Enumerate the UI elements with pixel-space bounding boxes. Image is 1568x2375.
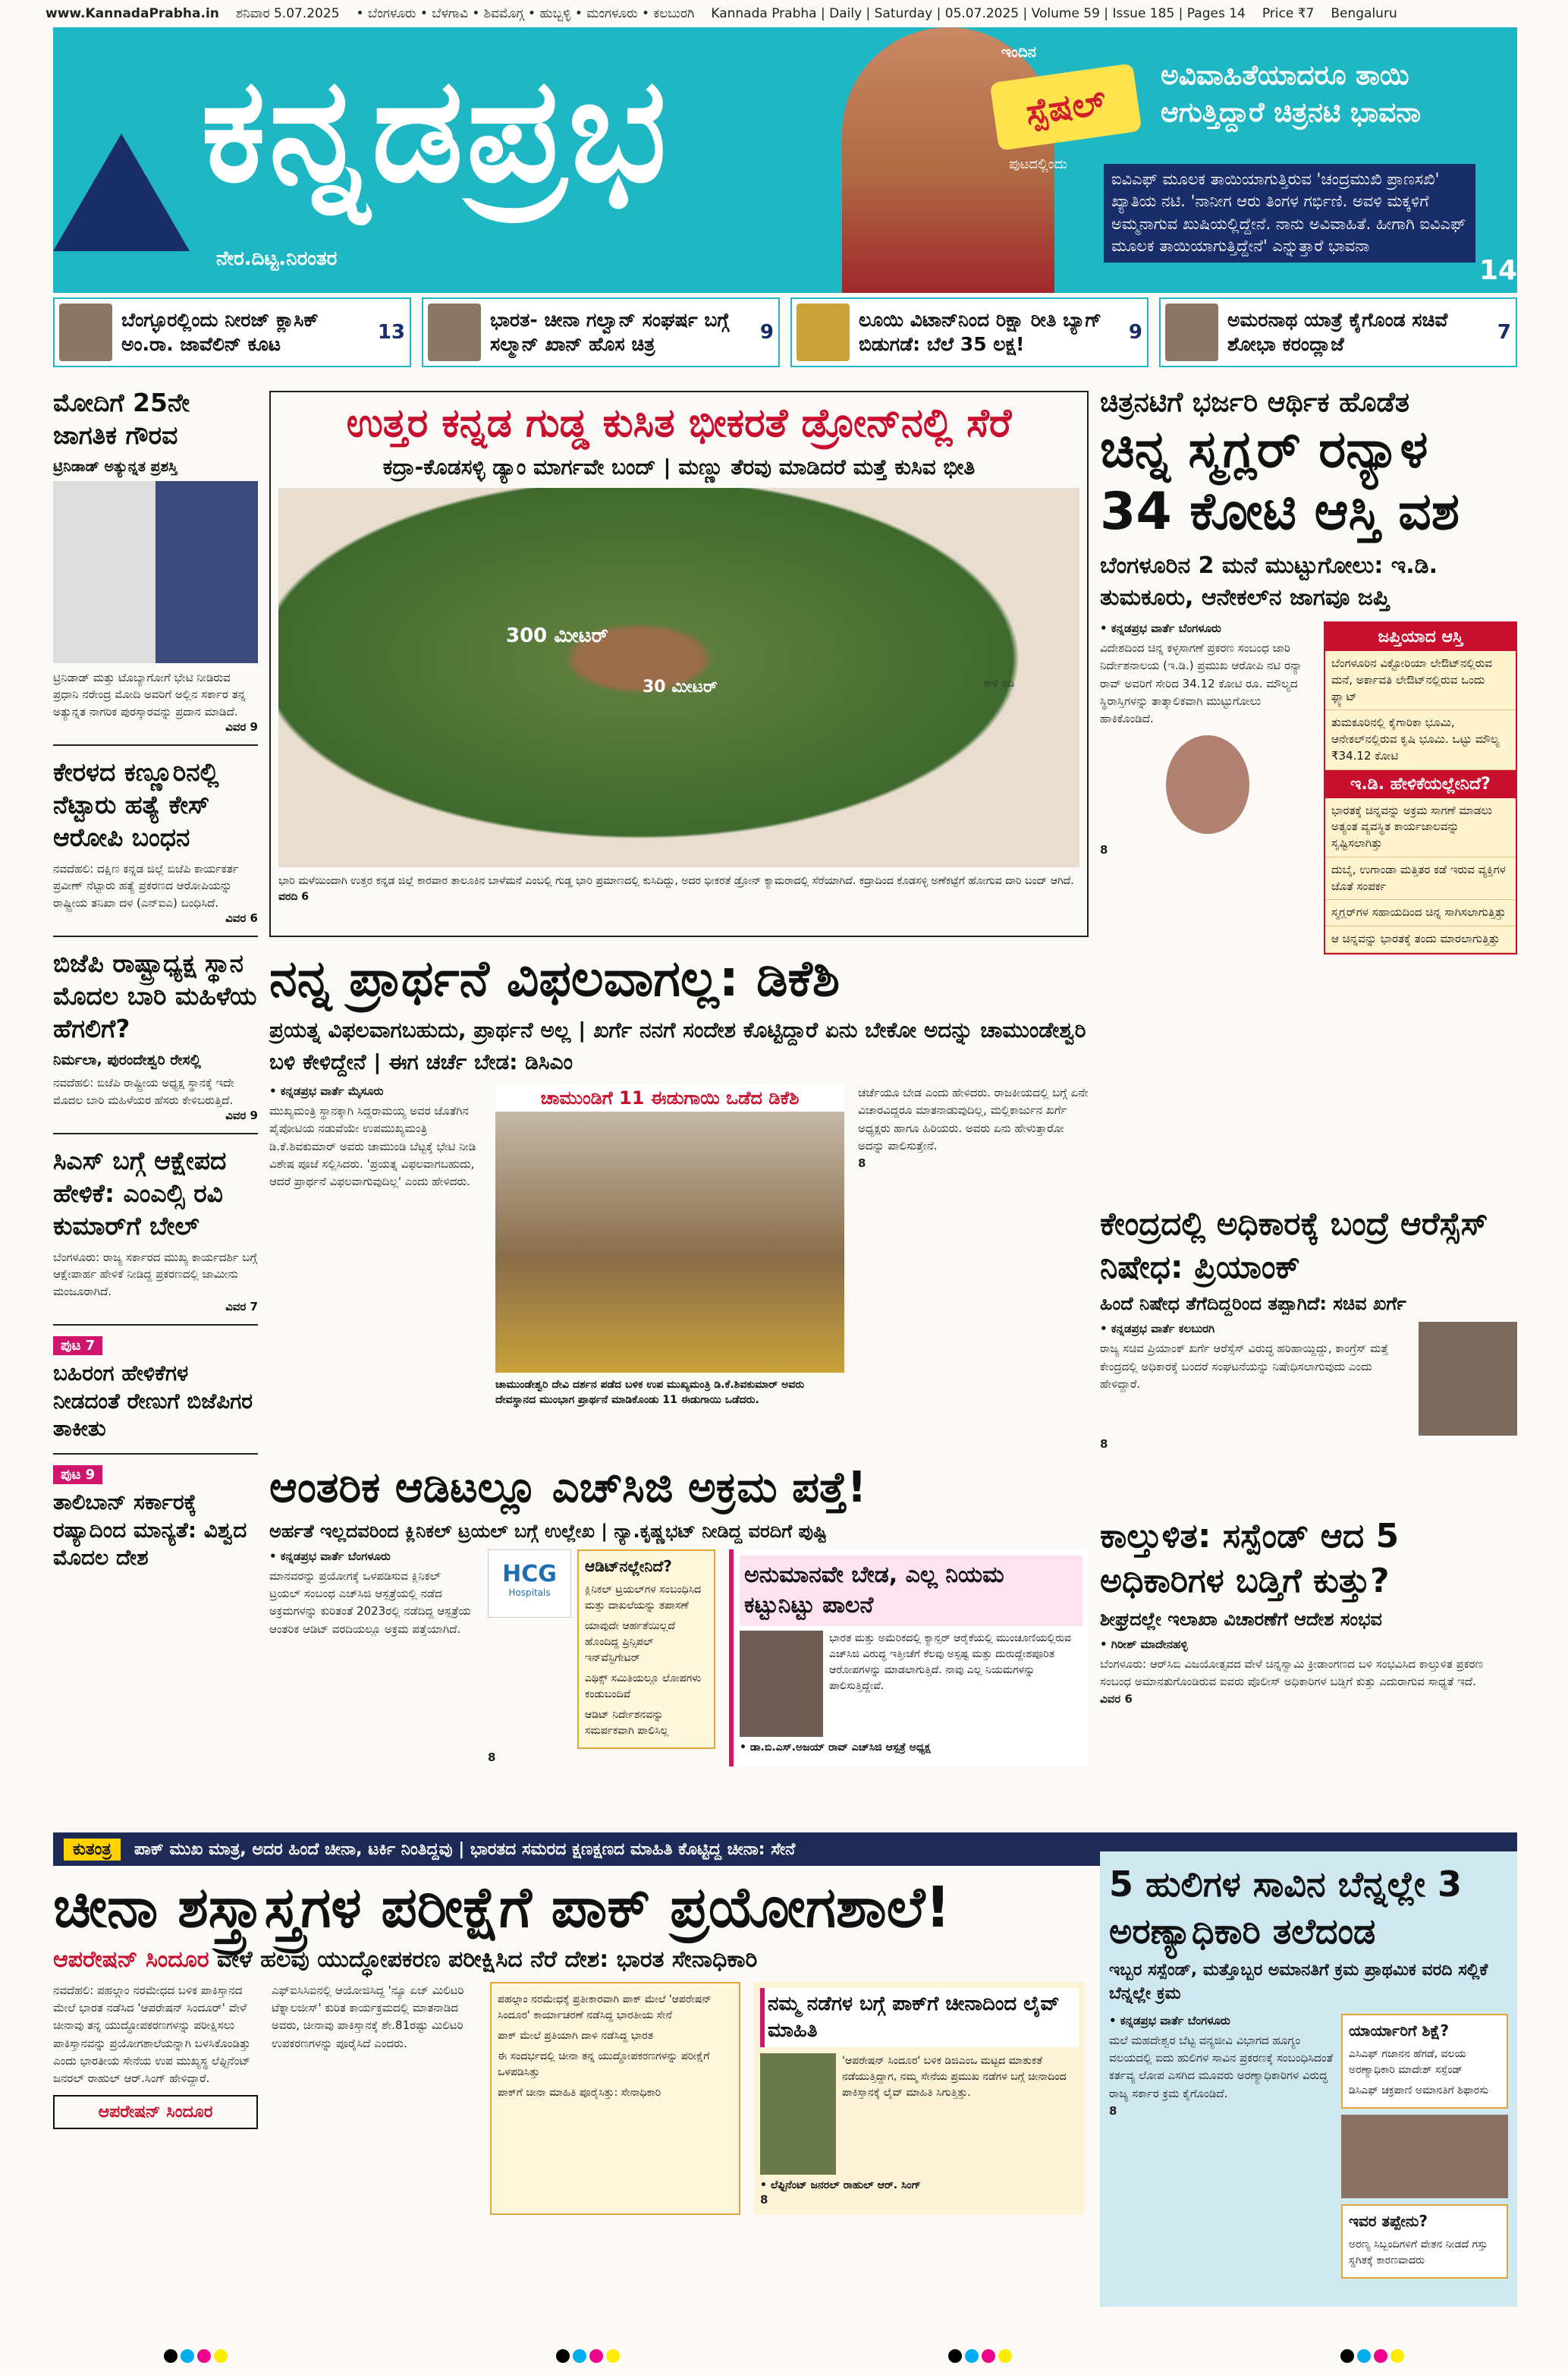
story-renu[interactable] xyxy=(53,1336,258,1442)
byline: • ಕನ್ನಡಪ್ರಭ ವಾರ್ತೆ ಬೆಂಗಳೂರು xyxy=(269,1549,391,1563)
story-headline: ಕೇಂದ್ರದಲ್ಲಿ ಅಧಿಕಾರಕ್ಕೆ ಬಂದ್ರೆ ಆರೆಸ್ಸೆಸ್ ನಿಷೇಧ: ಪ್ರಿಯಾಂಕ್ xyxy=(1100,1205,1488,1285)
top-info-bar xyxy=(46,0,1522,27)
teaser-page: 9 xyxy=(759,321,774,344)
byline: • ಕನ್ನಡಪ್ರಭ ವಾರ್ತೆ ಮೈಸೂರು xyxy=(269,1084,384,1099)
box-item: ಎಸಿಎಫ್ ಗಜಾನನ ಹೆಗಡೆ, ವಲಯ ಅರಣ್ಯಾಧಿಕಾರಿ ಮಾದೇಶ್ ಸಸ್ಪೆಂಡ್ xyxy=(1349,2047,1466,2076)
ranya-photo xyxy=(1166,735,1249,834)
lead-story-landslide[interactable] xyxy=(269,391,1089,937)
photo-caption: ಚಾಮುಂಡೇಶ್ವರಿ ದೇವಿ ದರ್ಶನ ಪಡೆದ ಬಳಿಕ ಉಪ ಮುಖ್ಯಮಂತ್ರಿ ಡಿ.ಕೆ.ಶಿವಕುಮಾರ್ ಅವರು ದೇವಸ್ಥಾನದ ಮುಂಭಾಗ ಪ್ರಾರ್ಥನೆ ಮಾಡಿಕೊಂಡು 11 ಈಡುಗಾಯಿ ಒಡೆದರು. xyxy=(495,1379,805,1407)
box-item: ತುಮಕೂರಿನಲ್ಲಿ ಕೈಗಾರಿಕಾ ಭೂಮಿ, ಆನೇಕಲ್‌ನಲ್ಲಿರುವ ಕೃಷಿ ಭೂಮಿ. ಒಟ್ಟು ಮೌಲ್ಯ ₹34.12 ಕೋಟಿ xyxy=(1325,710,1516,769)
registration-dots-icon xyxy=(164,2349,228,2363)
promo-body: ಐವಿಎಫ್ ಮೂಲಕ ತಾಯಿಯಾಗುತ್ತಿರುವ 'ಚಂದ್ರಮುಖಿ ಪ್ರಾಣಸಖಿ' ಖ್ಯಾತಿಯ ನಟಿ. 'ನಾನೀಗ ಆರು ತಿಂಗಳ ಗರ್ಭಿಣಿ. ಅವಳಿ ಮಕ್ಕಳಿಗೆ ಅಮ್ಮನಾಗುವ ಖುಷಿಯಲ್ಲಿದ್ದೇನೆ. ನಾನು ಅವಿವಾಹಿತೆ. ಹೀಗಾಗಿ ಐವಿಎಫ್ ಮೂಲಕ ತಾಯಿಯಾಗುತ್ತಿದ್ದೇನೆ' ಎನ್ನುತ್ತಾರೆ ಭಾವನಾ xyxy=(1104,164,1475,263)
box-item: ಬೆಂಗಳೂರಿನ ವಿಕ್ಟೋರಿಯಾ ಲೇಔಟ್‌ನಲ್ಲಿರುವ ಮನೆ, ಅರ್ಕಾವತಿ ಲೇಔಟ್‌ನಲ್ಲಿರುವ ಒಂದು ಫ್ಲ್ಯಾಟ್ xyxy=(1325,651,1516,710)
general-photo xyxy=(760,2053,836,2175)
teaser-page: 13 xyxy=(377,321,405,344)
story-body: ಮಲೆ ಮಹದೇಶ್ವರ ಬೆಟ್ಟ ವನ್ಯಜೀವಿ ವಿಭಾಗದ ಹೂಗ್ಯಂ ವಲಯದಲ್ಲಿ ಐದು ಹುಲಿಗಳ ಸಾವಿನ ಪ್ರಕರಣಕ್ಕೆ ಸಂಬಂಧಿಸಿದಂತೆ ಕರ್ತವ್ಯ ಲೋಪ ಎಸಗಿದ ಮೂವರು ಅರಣ್ಯಾಧಿಕಾರಿಗಳ ವಿರುದ್ಧ ರಾಜ್ಯ ಸರ್ಕಾರ ಕ್ರಮ ಕೈಗೊಂಡಿದೆ. xyxy=(1109,2033,1334,2100)
story-kannur[interactable] xyxy=(53,757,258,925)
punishment-box xyxy=(1341,2014,1508,2109)
teaser-item[interactable] xyxy=(422,297,780,367)
registration-dots-icon xyxy=(1340,2349,1404,2363)
seized-assets-box xyxy=(1324,621,1517,955)
fault-box xyxy=(1341,2204,1508,2279)
story-headline: ತಾಲಿಬಾನ್ ಸರ್ಕಾರಕ್ಕೆ ರಷ್ಯಾದಿಂದ ಮಾನ್ಯತೆ: ವಿಶ್ವದ ಮೊದಲ ದೇಶ xyxy=(53,1489,247,1571)
city: Bengaluru xyxy=(1331,6,1397,21)
story-headline: ಕೇರಳದ ಕಣ್ಣೂರಿನಲ್ಲಿ ನೆಟ್ಟಾರು ಹತ್ಯೆ ಕೇಸ್ ಆರೋಪಿ ಬಂಧನ xyxy=(53,757,219,853)
page-tag: ಪುಟ 7 xyxy=(53,1336,102,1355)
teaser-thumbnail xyxy=(59,304,112,361)
banner-tag: ಕುತಂತ್ರ xyxy=(64,1839,121,1861)
story-headline: ಚಿನ್ನ ಸ್ಮಗ್ಲರ್ ರನ್ಯಾಳ 34 ಕೋಟಿ ಆಸ್ತಿ ವಶ xyxy=(1100,420,1460,542)
official-photo xyxy=(1341,2115,1508,2198)
story-body: ಬೆಂಗಳೂರು: ರಾಜ್ಯ ಸರ್ಕಾರದ ಮುಖ್ಯ ಕಾರ್ಯದರ್ಶಿ ಬಗ್ಗೆ ಆಕ್ಷೇಪಾರ್ಹ ಹೇಳಿಕೆ ನೀಡಿದ್ದ ಪ್ರಕರಣದಲ್ಲಿ ಜಾಮೀನು ಮಂಜೂರಾಗಿದೆ. xyxy=(53,1250,258,1298)
read-more-link[interactable]: 8 xyxy=(760,2192,768,2207)
promo-headline[interactable]: ಅವಿವಾಹಿತೆಯಾದರೂ ತಾಯಿ ಆಗುತ್ತಿದ್ದಾರೆ ಚಿತ್ರನಟಿ ಭಾವನಾ xyxy=(1161,60,1422,128)
story-body: ನವದೆಹಲಿ: ಪಹಲ್ಗಾಂ ನರಮೇಧದ ಬಳಿಕ ಪಾಕಿಸ್ತಾನದ ಮೇಲೆ ಭಾರತ ನಡೆಸಿದ 'ಆಪರೇಷನ್ ಸಿಂದೂರ್' ವೇಳೆ ಚೀನಾವು ತನ್ನ ಯುದ್ಧೋಪಕರಣಗಳನ್ನು ಪರೀಕ್ಷಿಸಲು ಪಾಕಿಸ್ತಾನವನ್ನು ಪ್ರಯೋಗಶಾಲೆಯನ್ನಾಗಿ ಬಳಸಿಕೊಂಡಿತ್ತು ಎಂದು ಭಾರತೀಯ ಸೇನೆಯ ಉಪ ಮುಖ್ಯಸ್ಥ ಲೆಫ್ಟಿನೆಂಟ್ ಜನರಲ್ ರಾಹುಲ್ ಆರ್.ಸಿಂಗ್ ಹೇಳಿದ್ದಾರೆ. xyxy=(53,1983,251,2086)
story-ranya[interactable] xyxy=(1100,387,1517,955)
banner-text: ಪಾಕ್ ಮುಖ ಮಾತ್ರ, ಅದರ ಹಿಂದೆ ಚೀನಾ, ಟರ್ಕಿ ನಿಂತಿದ್ದವು | ಭಾರತದ ಸಮರದ ಕ್ಷಣಕ್ಷಣದ ಮಾಹಿತಿ ಕೊಟ್ಟಿದ್ದ ಚೀನಾ: ಸೇನೆ xyxy=(134,1839,796,1859)
lead-deck: ಕದ್ರಾ-ಕೊಡಸಳ್ಳಿ ಡ್ಯಾಂ ಮಾರ್ಗವೇ ಬಂದ್ | ಮಣ್ಣು ತೆರವು ಮಾಡಿದರೆ ಮತ್ತೆ ಕುಸಿವ ಭೀತಿ xyxy=(382,455,976,480)
river-label: ಕಾಳಿ ನದಿ xyxy=(984,678,1015,690)
story-taliban[interactable] xyxy=(53,1465,258,1571)
teaser-text: ಲೂಯಿ ವಿಟಾನ್‌ನಿಂದ ರಿಕ್ಷಾ ರೀತಿ ಬ್ಯಾಗ್ ಬಿಡುಗಡೆ: ಬೆಲೆ 35 ಲಕ್ಷ! xyxy=(859,308,1102,355)
box-item: ಭಾರತಕ್ಕೆ ಚಿನ್ನವನ್ನು ಅಕ್ರಮ ಸಾಗಣೆ ಮಾಡಲು ಅತ್ಯಂತ ವ್ಯವಸ್ಥಿತ ಕಾರ್ಯಜಾಲವನ್ನು ಸೃಷ್ಟಿಸಲಾಗಿತ್ತು xyxy=(1325,798,1516,857)
masthead xyxy=(53,27,1517,293)
special-sub-label: ಪುಟದಲ್ಲಿಂದು xyxy=(1009,156,1067,172)
story-headline: ನನ್ನ ಪ್ರಾರ್ಥನೆ ವಿಫಲವಾಗಲ್ಲ: ಡಿಕೆಶಿ xyxy=(269,949,841,1008)
box-item: ಎಥಿಕ್ಸ್ ಸಮಿತಿಯಲ್ಲೂ ಲೋಪಗಳು ಕಂಡುಬಂದಿವೆ xyxy=(585,1672,702,1700)
box-item: ಸ್ಮಗ್ಲರ್‌ಗಳ ಸಹಾಯದಿಂದ ಚಿನ್ನ ಸಾಗಿಸಲಾಗುತ್ತಿತ್ತು xyxy=(1325,900,1516,926)
operation-sindoor-logo: ಆಪರೇಷನ್ ಸಿಂದೂರ xyxy=(53,2095,258,2129)
side-headline: ನಮ್ಮ ನಡೆಗಳ ಬಗ್ಗೆ ಪಾಕ್‌ಗೆ ಚೀನಾದಿಂದ ಲೈವ್ ಮಾಹಿತಿ xyxy=(760,1988,1079,2047)
story-mlc-bail[interactable] xyxy=(53,1145,258,1313)
special-label-small: ಇಂದಿನ xyxy=(1001,42,1036,61)
story-headline: ಚೀನಾ ಶಸ್ತ್ರಾಸ್ತ್ರಗಳ ಪರೀಕ್ಷೆಗೆ ಪಾಕ್ ಪ್ರಯೋಗಶಾಲೆ! xyxy=(53,1875,951,1940)
china-side-story xyxy=(754,1982,1085,2215)
story-body: ಮುಖ್ಯಮಂತ್ರಿ ಸ್ಥಾನಕ್ಕಾಗಿ ಸಿದ್ದರಾಮಯ್ಯ ಅವರ ಜೊತೆಗಿನ ಪೈಪೋಟಿಯ ನಡುವೆಯೇ ಉಪಮುಖ್ಯಮಂತ್ರಿ ಡಿ.ಕೆ.ಶಿವಕುಮಾರ್ ಅವರು ಚಾಮುಂಡಿ ಬೆಟ್ಟಕ್ಕೆ ಭೇಟಿ ನೀಡಿ ವಿಶೇಷ ಪೂಜೆ ಸಲ್ಲಿಸಿದರು. 'ಪ್ರಯತ್ನ ವಿಫಲವಾಗಬಹುದು, ಆದರೆ ಪ್ರಾರ್ಥನೆ ವಿಫಲವಾಗುವುದಿಲ್ಲ' ಎಂದು ಹೇಳಿದರು. xyxy=(269,1104,476,1189)
box-heading: ಜಪ್ತಿಯಾದ ಆಸ್ತಿ xyxy=(1325,623,1516,651)
story-stampede-suspend[interactable] xyxy=(1100,1514,1517,1709)
read-more-link[interactable]: ವಿವರ 6 xyxy=(225,911,258,926)
story-body: ಎಫ್‌ಐಸಿಸಿಐನಲ್ಲಿ ಆಯೋಜಿಸಿದ್ದ 'ನ್ಯೂ ಏಜ್ ಮಿಲಿಟರಿ ಟೆಕ್ನಾಲಜೀಸ್' ಕುರಿತ ಕಾರ್ಯಕ್ರಮದಲ್ಲಿ ಮಾತನಾಡಿದ ಅವರು, ಚೀನಾವು ಪಾಕಿಸ್ತಾನಕ್ಕೆ ಶೇ.81ರಷ್ಟು ಮಿಲಿಟರಿ ಉಪಕರಣಗಳನ್ನು ಪೂರೈಸಿದೆ ಎಂದರು. xyxy=(272,1983,464,2050)
newspaper-logo: ಕನ್ನಡಪ್ರಭ xyxy=(201,45,670,214)
print-registration-marks xyxy=(0,2341,1568,2371)
issue-info: Kannada Prabha | Daily | Saturday | 05.07.2025 | Volume 59 | Issue 185 | Pages 14 xyxy=(711,6,1246,21)
teaser-row xyxy=(53,297,1517,367)
teaser-text: ಭಾರತ- ಚೀನಾ ಗಲ್ವಾನ್ ಸಂಘರ್ಷ ಬಗ್ಗೆ ಸಲ್ಮಾನ್ ಖಾನ್ ಹೊಸ ಚಿತ್ರ xyxy=(490,308,730,355)
teaser-page: 9 xyxy=(1128,321,1142,344)
byline: • ಗಿರೀಶ್ ಮಾದೇನಹಳ್ಳಿ xyxy=(1100,1637,1188,1651)
story-china-pak[interactable] xyxy=(53,1874,1085,2215)
teaser-thumbnail xyxy=(797,304,850,361)
side-body: 'ಆಪರೇಷನ್ ಸಿಂದೂರ' ಬಳಿಕ ಡಿಜಿಎಂಒ ಮಟ್ಟದ ಮಾತುಕತೆ ನಡೆಯುತ್ತಿದ್ದಾಗ, ನಮ್ಮ ಸೇನೆಯ ಪ್ರಮುಖ ನಡೆಗಳ ಬಗ್ಗೆ ಚೀನಾದಿಂದ ಪಾಕಿಸ್ತಾನಕ್ಕೆ ಲೈವ್ ಮಾಹಿತಿ ಸಿಗುತ್ತಿತ್ತು. xyxy=(842,2054,1067,2099)
story-hcg[interactable] xyxy=(269,1461,1089,1766)
story-subhead: ನಿರ್ಮಲಾ, ಪುರಂದೇಶ್ವರಿ ರೇಸಲ್ಲಿ xyxy=(53,1052,201,1069)
box-heading: ಇವರ ತಪ್ಪೇನು? xyxy=(1349,2211,1428,2230)
byline: • ಕನ್ನಡಪ್ರಭ ವಾರ್ತೆ ಬೆಂಗಳೂರು xyxy=(1100,621,1221,636)
story-tigers[interactable] xyxy=(1100,1851,1517,2307)
read-more-link[interactable]: ವಿವರ 9 xyxy=(225,1109,258,1123)
registration-dots-icon xyxy=(948,2349,1012,2363)
read-more-link[interactable]: 8 xyxy=(488,1750,496,1764)
story-deck: ಇಬ್ಬರ ಸಸ್ಪೆಂಡ್, ಮತ್ತೊಬ್ಬರ ಅಮಾನತಿಗೆ ಕ್ರಮ ಪ್ರಾಥಮಿಕ ವರದಿ ಸಲ್ಲಿಕೆ ಬೆನ್ನಲ್ಲೇ ಕ್ರಮ xyxy=(1109,1961,1488,2003)
drone-photo xyxy=(278,488,1079,867)
box-item: ಕ್ಲಿನಿಕಲ್ ಟ್ರಯಲ್‌ಗಳ ಸಂಬಂಧಿಸಿದ ಮತ್ತು ದಾಖಲೆಯನ್ನು ತಪಾಸಣೆ xyxy=(585,1583,702,1612)
teaser-item[interactable] xyxy=(53,297,411,367)
hcg-logo xyxy=(488,1549,571,1618)
quote-attribution: • ಲೆಫ್ಟಿನೆಂಟ್ ಜನರಲ್ ರಾಹುಲ್ ಆರ್. ಸಿಂಗ್ xyxy=(760,2178,921,2191)
story-body: ಮಾನವರನ್ನು ಪ್ರಯೋಗಕ್ಕೆ ಒಳಪಡಿಸುವ ಕ್ಲಿನಿಕಲ್ ಟ್ರಯಲ್ ಸಂಬಂಧ ಎಚ್‌ಸಿಜಿ ಆಸ್ಪತ್ರೆಯಲ್ಲಿ ನಡೆದ ಅಕ್ರಮಗಳನ್ನು ಕುರಿತಂತೆ 2023ರಲ್ಲಿ ನಡೆದಿದ್ದ ಆಸ್ಪತ್ರೆಯ ಆಂತರಿಕ ಆಡಿಟ್ ವರದಿಯಲ್ಲೂ ಅಕ್ರಮ ಪತ್ತೆಯಾಗಿದೆ. xyxy=(269,1568,471,1636)
quote-heading: ಅನುಮಾನವೇ ಬೇಡ, ಎಲ್ಲ ನಿಯಮ ಕಟ್ಟುನಿಟ್ಟು ಪಾಲನೆ xyxy=(740,1556,1083,1626)
measure-label-width: 30 ಮೀಟರ್ xyxy=(643,678,718,697)
story-headline: ಸಿಎಸ್ ಬಗ್ಗೆ ಆಕ್ಷೇಪದ ಹೇಳಿಕೆ: ಎಂಎಲ್ಸಿ ರವಿ ಕುಮಾರ್‌ಗೆ ಬೇಲ್ xyxy=(53,1146,227,1241)
story-headline: ಮೋದಿಗೆ 25ನೇ ಜಾಗತಿಕ ಗೌರವ xyxy=(53,388,190,450)
story-rss[interactable] xyxy=(1100,1203,1517,1454)
read-more-link[interactable]: 8 xyxy=(1100,1437,1108,1452)
read-more-link[interactable]: 8 xyxy=(1109,2103,1117,2118)
promo-page-number: 14 xyxy=(1479,255,1518,286)
teaser-text: ಬೆಂಗ್ಳೂರಲ್ಲಿಂದು ನೀರಜ್ ಕ್ಲಾಸಿಕ್ ಅಂ.ರಾ. ಜಾವೆಲಿನ್ ಕೂಟ xyxy=(121,308,319,355)
box-item: ಪಹಲ್ಗಾಂ ನರಮೇಧಕ್ಕೆ ಪ್ರತೀಕಾರವಾಗಿ ಪಾಕ್ ಮೇಲೆ 'ಆಪರೇಷನ್ ಸಿಂದೂರ' ಕಾರ್ಯಾಚರಣೆ ನಡೆಸಿದ್ದ ಭಾರತೀಯ ಸೇನೆ xyxy=(498,1993,712,2021)
quote-attribution: • ಡಾ.ಬಿ.ಎಸ್.ಅಜಯ್ ರಾವ್ ಎಚ್‌ಸಿಜಿ ಆಸ್ಪತ್ರೆ ಅಧ್ಯಕ್ಷ xyxy=(740,1741,931,1754)
story-bjp-president[interactable] xyxy=(53,948,258,1122)
hcg-logo-sub: Hospitals xyxy=(508,1587,551,1598)
teaser-page: 7 xyxy=(1497,321,1511,344)
box-item: ಪಾಕ್‌ಗೆ ಚೀನಾ ಮಾಹಿತಿ ಪೂರೈಸಿತ್ತು: ಸೇನಾಧಿಕಾರಿ xyxy=(498,2086,661,2099)
photo-headline: ಚಾಮುಂಡಿಗೆ 11 ಈಡುಗಾಯಿ ಒಡೆದ ಡಿಕೆಶಿ xyxy=(495,1084,844,1112)
dks-photo xyxy=(495,1084,844,1373)
deck-text: ವೇಳೆ ಹಲವು ಯುದ್ಧೋಪಕರಣ ಪರೀಕ್ಷಿಸಿದ ನೆರೆ ದೇಶ: ಭಾರತ ಸೇನಾಧಿಕಾರಿ xyxy=(209,1946,758,1973)
hcg-quote-box xyxy=(729,1549,1089,1766)
box-item: ಡಿಸಿಎಫ್ ಚಕ್ರಪಾಣಿ ಅಮಾನತಿಗೆ ಶಿಫಾರಸು xyxy=(1349,2084,1489,2097)
story-body: ನವದೆಹಲಿ: ಬಿಜೆಪಿ ರಾಷ್ಟ್ರೀಯ ಅಧ್ಯಕ್ಷ ಸ್ಥಾನಕ್ಕೆ ಇದೇ ಮೊದಲ ಬಾರಿ ಮಹಿಳೆಯರ ಹೆಸರು ಕೇಳಿಬರುತ್ತಿದೆ. xyxy=(53,1076,234,1107)
read-more-link[interactable]: ವಿವರ 9 xyxy=(225,720,258,735)
left-column xyxy=(53,387,258,1578)
story-headline: ಬಹಿರಂಗ ಹೇಳಿಕೆಗಳ ನೀಡದಂತೆ ರೇಣುಗೆ ಬಿಜೆಪಿಗರ ತಾಕೀತು xyxy=(53,1361,253,1442)
story-kicker: ಚಿತ್ರನಟಿಗೆ ಭರ್ಜರಿ ಆರ್ಥಿಕ ಹೊಡೆತ xyxy=(1100,387,1409,418)
ajay-rao-photo xyxy=(740,1631,823,1737)
story-headline: ಕಾಲ್ತುಳಿತ: ಸಸ್ಪೆಂಡ್ ಆದ 5 ಅಧಿಕಾರಿಗಳ ಬಡ್ತಿಗೆ ಕುತ್ತು? xyxy=(1100,1517,1400,1601)
teaser-item[interactable] xyxy=(1159,297,1517,367)
story-body: ನವದೆಹಲಿ: ದಕ್ಷಿಣ ಕನ್ನಡ ಜಿಲ್ಲೆ ಬಿಜೆಪಿ ಕಾರ್ಯಕರ್ತ ಪ್ರವೀಣ್ ನೆಟ್ಟಾರು ಹತ್ಯೆ ಪ್ರಕರಣದ ಆರೋಪಿಯನ್ನು ರಾಷ್ಟ್ರೀಯ ತನಿಖಾ ದಳ (ಎನ್‌ಐಎ) ಬಂಧಿಸಿದೆ. xyxy=(53,861,239,910)
story-subhead: ಟ್ರಿನಿಡಾಡ್ ಅತ್ಯುನ್ನತ ಪ್ರಶಸ್ತಿ xyxy=(53,458,178,475)
hcg-logo-text: HCG xyxy=(502,1560,557,1587)
priyank-photo xyxy=(1419,1322,1517,1436)
teaser-text: ಅಮರನಾಥ ಯಾತ್ರೆ ಕೈಗೊಂಡ ಸಚಿವೆ ಶೋಭಾ ಕರಂದ್ಲಾಜೆ xyxy=(1227,308,1448,355)
deck-highlight: ಆಪರೇಷನ್ ಸಿಂದೂರ xyxy=(53,1946,209,1973)
tagline: ನೇರ.ದಿಟ್ಟ.ನಿರಂತರ xyxy=(216,247,338,270)
teaser-thumbnail xyxy=(1165,304,1218,361)
story-deck xyxy=(53,1946,1085,1973)
box-item: ಯಾವುದೇ ಆರ್ಹತೆಯಿಲ್ಲದೆ ಹೊಂದಿದ್ದ ಪ್ರಿನ್ಸಿಪಲ್ ಇನ್‌ವೆಸ್ಟಿಗೇಟರ್ xyxy=(585,1619,675,1664)
website-url[interactable]: www.KannadaPrabha.in xyxy=(46,6,219,21)
editions-list: • ಬೆಂಗಳೂರು • ಬೆಳಗಾವಿ • ಶಿವಮೊಗ್ಗ • ಹುಬ್ಬಳ್ಳಿ • ಮಂಗಳೂರು • ಕಲಬುರಗಿ xyxy=(356,6,695,21)
caption-text: ಭಾರಿ ಮಳೆಯಿಂದಾಗಿ ಉತ್ತರ ಕನ್ನಡ ಜಿಲ್ಲೆ ಕಾರವಾರ ತಾಲೂಕಿನ ಬಾಳೆಮನೆ ಎಂಬಲ್ಲಿ ಗುಡ್ಡ ಭಾರಿ ಪ್ರಮಾಣದಲ್ಲಿ ಕುಸಿದಿದ್ದು, ಅದರ ಭೀಕರತೆ ಡ್ರೋನ್ ಕ್ಯಾಮರಾದಲ್ಲಿ ಸೆರೆಯಾಗಿದೆ. ಕದ್ರಾದಿಂದ ಕೊಡಸಳ್ಳಿ ಅಣೆಕಟ್ಟೆಗೆ ಹೋಗುವ ದಾರಿ ಬಂದ್ ಆಗಿದೆ. xyxy=(278,875,1074,888)
story-deck: ಬೆಂಗಳೂರಿನ 2 ಮನೆ ಮುಟ್ಟುಗೋಲು: ಇ.ಡಿ. ತುಮಕೂರು, ಆನೇಕಲ್‌ನ ಜಾಗವೂ ಜಪ್ತಿ xyxy=(1100,552,1438,612)
byline: • ಕನ್ನಡಪ್ರಭ ವಾರ್ತೆ ಬೆಂಗಳೂರು xyxy=(1109,2013,1230,2027)
story-deck: ಅರ್ಹತೆ ಇಲ್ಲದವರಿಂದ ಕ್ಲಿನಿಕಲ್ ಟ್ರಯಲ್ ಬಗ್ಗೆ ಉಲ್ಲೇಖ | ನ್ಯಾ.ಕೃಷ್ಣಭಟ್ ನೀಡಿದ್ದ ವರದಿಗೆ ಪುಷ್ಟಿ xyxy=(269,1520,828,1542)
box-item: ಆಡಿಟ್ ನಿರ್ದೇಶನವನ್ನು ಸಮರ್ಪಕವಾಗಿ ಪಾಲಿಸಿಲ್ಲ xyxy=(585,1708,669,1737)
box-heading: ಇ.ಡಿ. ಹೇಳಿಕೆಯಲ್ಲೇನಿದೆ? xyxy=(1325,770,1516,798)
box-heading: ಯಾರ್ಯಾರಿಗೆ ಶಿಕ್ಷೆ? xyxy=(1349,2021,1449,2040)
logo-triangle-icon xyxy=(53,134,190,251)
story-modi[interactable] xyxy=(53,387,258,734)
box-item: ಆ ಚಿನ್ನವನ್ನು ಭಾರತಕ್ಕೆ ತಂದು ಮಾರಲಾಗುತ್ತಿತ್ತು xyxy=(1325,926,1516,953)
story-headline: ಬಿಜೆಪಿ ರಾಷ್ಟ್ರಾಧ್ಯಕ್ಷ ಸ್ಥಾನ ಮೊದಲ ಬಾರಿ ಮಹಿಳೆಯ ಹೆಗಲಿಗೆ? xyxy=(53,948,257,1044)
box-item: ಪಾಕ್ ಮೇಲೆ ಪ್ರತಿಯಾಗಿ ದಾಳಿ ನಡೆಸಿದ್ದ ಭಾರತ xyxy=(498,2029,654,2042)
read-more-link[interactable]: ವರದಿ 6 xyxy=(278,891,310,904)
story-body: ರಾಜ್ಯ ಸಚಿವ ಪ್ರಿಯಾಂಕ್ ಖರ್ಗೆ ಆರೆಸ್ಸೆಸ್ ವಿರುದ್ಧ ಹರಿಹಾಯ್ದಿದ್ದು, ಕಾಂಗ್ರೆಸ್ ಮತ್ತೆ ಕೇಂದ್ರದಲ್ಲಿ ಅಧಿಕಾರಕ್ಕೆ ಬಂದರೆ ಸಂಘಟನೆಯನ್ನು ನಿಷೇಧಿಸಲಾಗುವುದು ಎಂದು ಹೇಳಿದ್ದಾರೆ. xyxy=(1100,1342,1389,1391)
modi-award-photo xyxy=(53,481,258,663)
read-more-link[interactable]: ವಿವರ 7 xyxy=(225,1300,258,1314)
story-deck: ಪ್ರಯತ್ನ ವಿಫಲವಾಗಬಹುದು, ಪ್ರಾರ್ಥನೆ ಅಲ್ಲ | ಖರ್ಗೆ ನನಗೆ ಸಂದೇಶ ಕೊಟ್ಟಿದ್ದಾರೆ ಏನು ಬೇಕೋ ಅದನ್ನು ಚಾಮುಂಡೇಶ್ವರಿ ಬಳಿ ಕೇಳಿದ್ದೇನೆ | ಈಗ ಚರ್ಚೆ ಬೇಡ: ಡಿಸಿಎಂ xyxy=(269,1018,1086,1075)
box-item: ಅರಣ್ಯ ಸಿಬ್ಬಂದಿಗಳಿಗೆ ವೇತನ ನೀಡದೆ ಗಸ್ತು ಸ್ಥಗಿತಕ್ಕೆ ಕಾರಣವಾದರು xyxy=(1349,2238,1488,2266)
measure-label-length: 300 ಮೀಟರ್ xyxy=(506,624,608,648)
story-deck: ಹಿಂದೆ ನಿಷೇಧ ತೆಗೆದಿದ್ದರಿಂದ ತಪ್ಪಾಗಿದೆ: ಸಚಿವ ಖರ್ಗೆ xyxy=(1100,1293,1406,1315)
registration-dots-icon xyxy=(556,2349,620,2363)
box-item: ಈ ಸಂದರ್ಭದಲ್ಲಿ ಚೀನಾ ತನ್ನ ಯುದ್ಧೋಪಕರಣಗಳನ್ನು ಪರೀಕ್ಷೆಗೆ ಒಳಪಡಿಸಿತ್ತು xyxy=(498,2049,710,2078)
teaser-item[interactable] xyxy=(790,297,1149,367)
story-deck: ಶೀಘ್ರದಲ್ಲೇ ಇಲಾಖಾ ವಿಚಾರಣೆಗೆ ಆದೇಶ ಸಂಭವ xyxy=(1100,1608,1382,1630)
box-item: ದುಬೈ, ಉಗಾಂಡಾ ಮತ್ತಿತರ ಕಡೆ ಇರುವ ವ್ಯಕ್ತಿಗಳ ಜೊತೆ ಸಂಪರ್ಕ xyxy=(1325,857,1516,901)
story-dks[interactable] xyxy=(269,948,1089,1408)
story-body: ವಿದೇಶದಿಂದ ಚಿನ್ನ ಕಳ್ಳಸಾಗಣೆ ಪ್ರಕರಣ ಸಂಬಂಧ ಜಾರಿ ನಿರ್ದೇಶನಾಲಯ (ಇ.ಡಿ.) ಪ್ರಮುಖ ಆರೋಪಿ ನಟಿ ರನ್ಯಾ ರಾವ್ ಅವರಿಗೆ ಸೇರಿದ 34.12 ಕೋಟಿ ರೂ. ಮೌಲ್ಯದ ಸ್ಥಿರಾಸ್ತಿಗಳನ್ನು ತಾತ್ಕಾಲಿಕವಾಗಿ ಮುಟ್ಟುಗೋಲು ಹಾಕಿಕೊಂಡಿದೆ. xyxy=(1100,641,1302,726)
quote-body: ಭಾರತ ಮತ್ತು ಅಮೆರಿಕದಲ್ಲಿ ಕ್ಯಾನ್ಸರ್ ಆರೈಕೆಯಲ್ಲಿ ಮುಂಚೂಣಿಯಲ್ಲಿರುವ ಎಚ್‌ಸಿಜಿ ವಿರುದ್ಧ ಇತ್ತೀಚೆಗೆ ಕೆಲವು ಅಸ್ಪಷ್ಟ ಮತ್ತು ದುರುದ್ದೇಶಪೂರಿತ ಆರೋಪಗಳನ್ನು ಮಾಡಲಾಗುತ್ತಿದೆ. ನಾವು ಎಲ್ಲ ನಿಯಮಗಳನ್ನು ಪಾಲಿಸುತ್ತಿದ್ದೇವೆ. xyxy=(829,1631,1071,1692)
read-more-link[interactable]: 8 xyxy=(858,1156,866,1171)
read-more-link[interactable]: 8 xyxy=(1100,843,1108,857)
price: Price ₹7 xyxy=(1262,6,1315,21)
special-badge: ಸ್ಪೆಷಲ್ xyxy=(990,63,1142,151)
story-headline: 5 ಹುಲಿಗಳ ಸಾವಿನ ಬೆನ್ನಲ್ಲೇ 3 ಅರಣ್ಯಾಧಿಕಾರಿ ತಲೆದಂಡ xyxy=(1109,1864,1463,1952)
story-body: ಚರ್ಚೆಯೂ ಬೇಡ ಎಂದು ಹೇಳಿದರು. ರಾಜಕೀಯದಲ್ಲಿ ಬಗ್ಗೆ ಏನೇ ವಿಚಾರವಿದ್ದರೂ ಮಾತನಾಡುವುದಿಲ್ಲ, ಮಲ್ಲಿಕಾರ್ಜುನ ಖರ್ಗೆ ಅಧ್ಯಕ್ಷರು ಹಾಗೂ ಹಿರಿಯರು. ಅವರು ಏನು ಹೇಳುತ್ತಾರೋ ಅದನ್ನು ಪಾಲಿಸುತ್ತೇನೆ. xyxy=(858,1086,1089,1153)
read-more-link[interactable]: ವಿವರ 6 xyxy=(1100,1692,1133,1707)
byline: • ಕನ್ನಡಪ್ರಭ ವಾರ್ತೆ ಕಲಬುರಗಿ xyxy=(1100,1322,1215,1336)
lead-headline: ಉತ್ತರ ಕನ್ನಡ ಗುಡ್ಡ ಕುಸಿತ ಭೀಕರತೆ ಡ್ರೋನ್‌ನಲ್ಲಿ ಸೆರೆ xyxy=(346,401,1012,446)
box-heading: ಆಡಿಟ್‌ನಲ್ಲೇನಿದೆ? xyxy=(585,1556,672,1575)
story-headline: ಆಂತರಿಕ ಆಡಿಟಲ್ಲೂ ಎಚ್‌ಸಿಜಿ ಅಕ್ರಮ ಪತ್ತೆ! xyxy=(269,1463,867,1512)
story-body: ಟ್ರಿನಿಡಾಡ್ ಮತ್ತು ಟೊಬ್ಯಾಗೋಗೆ ಭೇಟಿ ನೀಡಿರುವ ಪ್ರಧಾನಿ ನರೇಂದ್ರ ಮೋದಿ ಅವರಿಗೆ ಅಲ್ಲಿನ ಸರ್ಕಾರ ತನ್ನ ಅತ್ಯುನ್ನತ ನಾಗರಿಕ ಪುರಸ್ಕಾರವನ್ನು ಪ್ರದಾನ ಮಾಡಿದೆ. xyxy=(53,670,246,719)
photo-caption xyxy=(278,873,1079,905)
page-tag: ಪುಟ 9 xyxy=(53,1465,102,1484)
story-body: ಬೆಂಗಳೂರು: ಆರ್‌ಸಿಬಿ ವಿಜಯೋತ್ಸವದ ವೇಳೆ ಚಿನ್ನಸ್ವಾಮಿ ಕ್ರೀಡಾಂಗಣದ ಬಳಿ ಸಂಭವಿಸಿದ ಕಾಲ್ತುಳಿತ ಪ್ರಕರಣ ಸಂಬಂಧ ಅಮಾನತುಗೊಂಡಿರುವ ಐವರು ಪೊಲೀಸ್ ಅಧಿಕಾರಿಗಳ ಬಡ್ತಿಗೆ ಕುತ್ತು ಎದುರಾಗುವ ಸಾಧ್ಯತೆ ಇದೆ. xyxy=(1100,1656,1484,1689)
china-facts-box xyxy=(490,1982,740,2215)
audit-box xyxy=(577,1549,715,1749)
teaser-thumbnail xyxy=(428,304,481,361)
issue-date: ಶನಿವಾರ 5.07.2025 xyxy=(235,6,340,21)
